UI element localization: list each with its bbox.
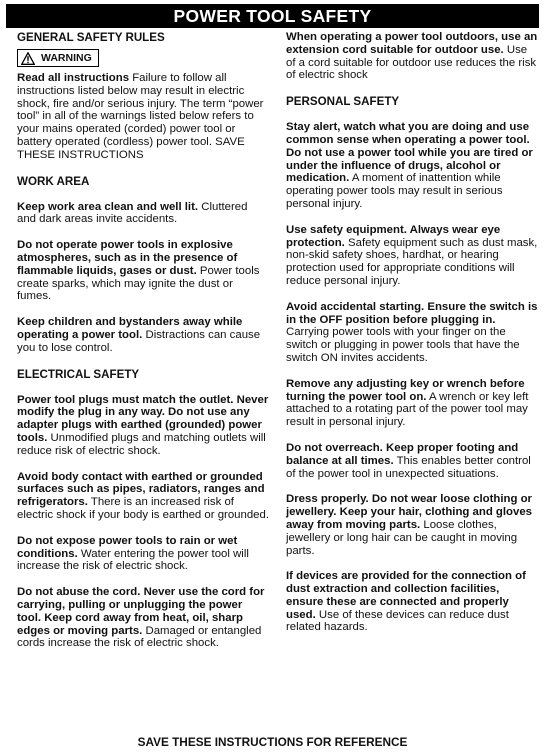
rule-text: This enables better control of the power tool in unexpected situations. <box>286 454 531 480</box>
rule-bold: Use safety equipment. Always wear eye protection. <box>286 223 501 249</box>
general-safety-heading: GENERAL SAFETY RULES <box>17 31 165 44</box>
electrical-rule <box>17 471 269 522</box>
rule-bold: Keep children and bystanders away while operating a power tool. <box>17 316 243 341</box>
rule-text: Damaged or entangled cords increase the risk of electric shock. <box>17 624 262 650</box>
rule-text: A wrench or key left attached to a rotating part of the power tool may result in personal injury. <box>286 390 529 429</box>
rule-text: Cluttered and dark areas invite accidents. <box>17 200 248 226</box>
personal-rule <box>286 442 538 480</box>
warning-triangle-icon <box>21 52 35 65</box>
footer-note: SAVE THESE INSTRUCTIONS FOR REFERENCE <box>137 735 408 749</box>
warning-label: WARNING <box>41 52 92 64</box>
rule-text: Safety equipment such as dust mask, non-skid safety shoes, hardhat, or hearing protection used for appropriate conditions will reduce personal injury. <box>286 236 538 287</box>
rule-text: There is an increased risk of electric shock if your body is earthed or grounded. <box>17 496 269 521</box>
rule-bold: Do not abuse the cord. Never use the cord for carrying, pulling or unplugging the power tool. Keep cord away from heat, oil, sharp edges or moving parts. <box>17 586 265 637</box>
rule-bold: Stay alert, watch what you are doing and use common sense when operating a power tool. Do not use a power tool while you are tired or under the influence of drugs, alcohol or medication. <box>286 121 533 185</box>
rule-bold: Keep work area clean and well lit. <box>17 200 199 213</box>
page-title: POWER TOOL SAFETY <box>6 4 539 28</box>
left-column <box>17 31 269 650</box>
right-column <box>286 31 538 634</box>
rule-text: Use of these devices can reduce dust related hazards. <box>286 608 509 634</box>
rule-bold: When operating a power tool outdoors, use an extension cord suitable for outdoor use. <box>286 31 538 56</box>
rule-bold: Do not expose power tools to rain or wet conditions. <box>17 534 238 560</box>
rule-text: Water entering the power tool will increase the risk of electric shock. <box>17 547 249 573</box>
rule-bold: Dress properly. Do not wear loose clothing or jewellery. Keep your hair, clothing and gloves away from moving parts. <box>286 493 533 531</box>
outdoor-rule <box>286 31 538 82</box>
electrical-rule <box>17 394 269 458</box>
work-area-rule <box>17 239 269 303</box>
rule-text: A moment of inattention while operating power tools may result in serious personal injury. <box>286 172 503 210</box>
rule-bold: Do not operate power tools in explosive atmospheres, such as in the presence of flammable liquids, gases or dust. <box>17 239 238 277</box>
rule-text: Power tools create sparks, which may ignite the dust or fumes. <box>17 264 260 303</box>
rule-text: Distractions can cause you to lose control. <box>17 328 261 354</box>
electrical-safety-heading: ELECTRICAL SAFETY <box>17 367 140 381</box>
rule-text: Use of a cord suitable for outdoor use reduces the risk of electric shock <box>286 43 537 82</box>
personal-rule <box>286 493 538 557</box>
work-area-rule <box>17 201 269 227</box>
personal-rule <box>286 121 538 211</box>
rule-bold: Power tool plugs must match the outlet. Never modify the plug in any way. Do not use any adapter plugs with earthed (grounded) power tools. <box>17 393 269 444</box>
rule-bold: Read all instructions <box>17 72 130 84</box>
personal-safety-heading: PERSONAL SAFETY <box>286 95 400 109</box>
rule-bold: Remove any adjusting key or wrench before turning the power tool on. <box>286 377 525 403</box>
rule-bold: Avoid accidental starting. Ensure the switch is in the OFF position before plugging in. <box>286 300 538 326</box>
personal-rule <box>286 301 538 365</box>
work-area-heading: WORK AREA <box>17 174 90 188</box>
electrical-rule <box>17 586 269 650</box>
rule-text: Loose clothes, jewellery or long hair can be caught in moving parts. <box>286 518 518 557</box>
rule-text: Unmodified plugs and matching outlets will reduce risk of electric shock. <box>17 431 266 457</box>
electrical-rule <box>17 535 269 573</box>
rule-bold: If devices are provided for the connection of dust extraction and collection facilities, ensure these are connected and properly used. <box>286 570 526 621</box>
rule-bold: Avoid body contact with earthed or grounded surfaces such as pipes, radiators, ranges and refrigerators. <box>17 470 265 509</box>
personal-rule <box>286 378 538 429</box>
read-instructions-paragraph <box>17 72 269 162</box>
work-area-rule <box>17 316 269 354</box>
rule-bold: Do not overreach. Keep proper footing and balance at all times. <box>286 441 519 467</box>
personal-rule <box>286 570 538 634</box>
warning-badge <box>17 49 99 67</box>
rule-text: Failure to follow all instructions listed below may result in electric shock, fire and/or serious injury. The term “power tool” in all of the warnings listed below refers to your mains operated (corded) power tool or battery operated (cordless) power tool. SAVE THESE INSTRUCTIONS <box>17 72 264 161</box>
rule-text: Carrying power tools with your finger on the switch or plugging in power tools that have the switch ON invites accidents. <box>286 326 520 364</box>
personal-rule <box>286 224 538 288</box>
